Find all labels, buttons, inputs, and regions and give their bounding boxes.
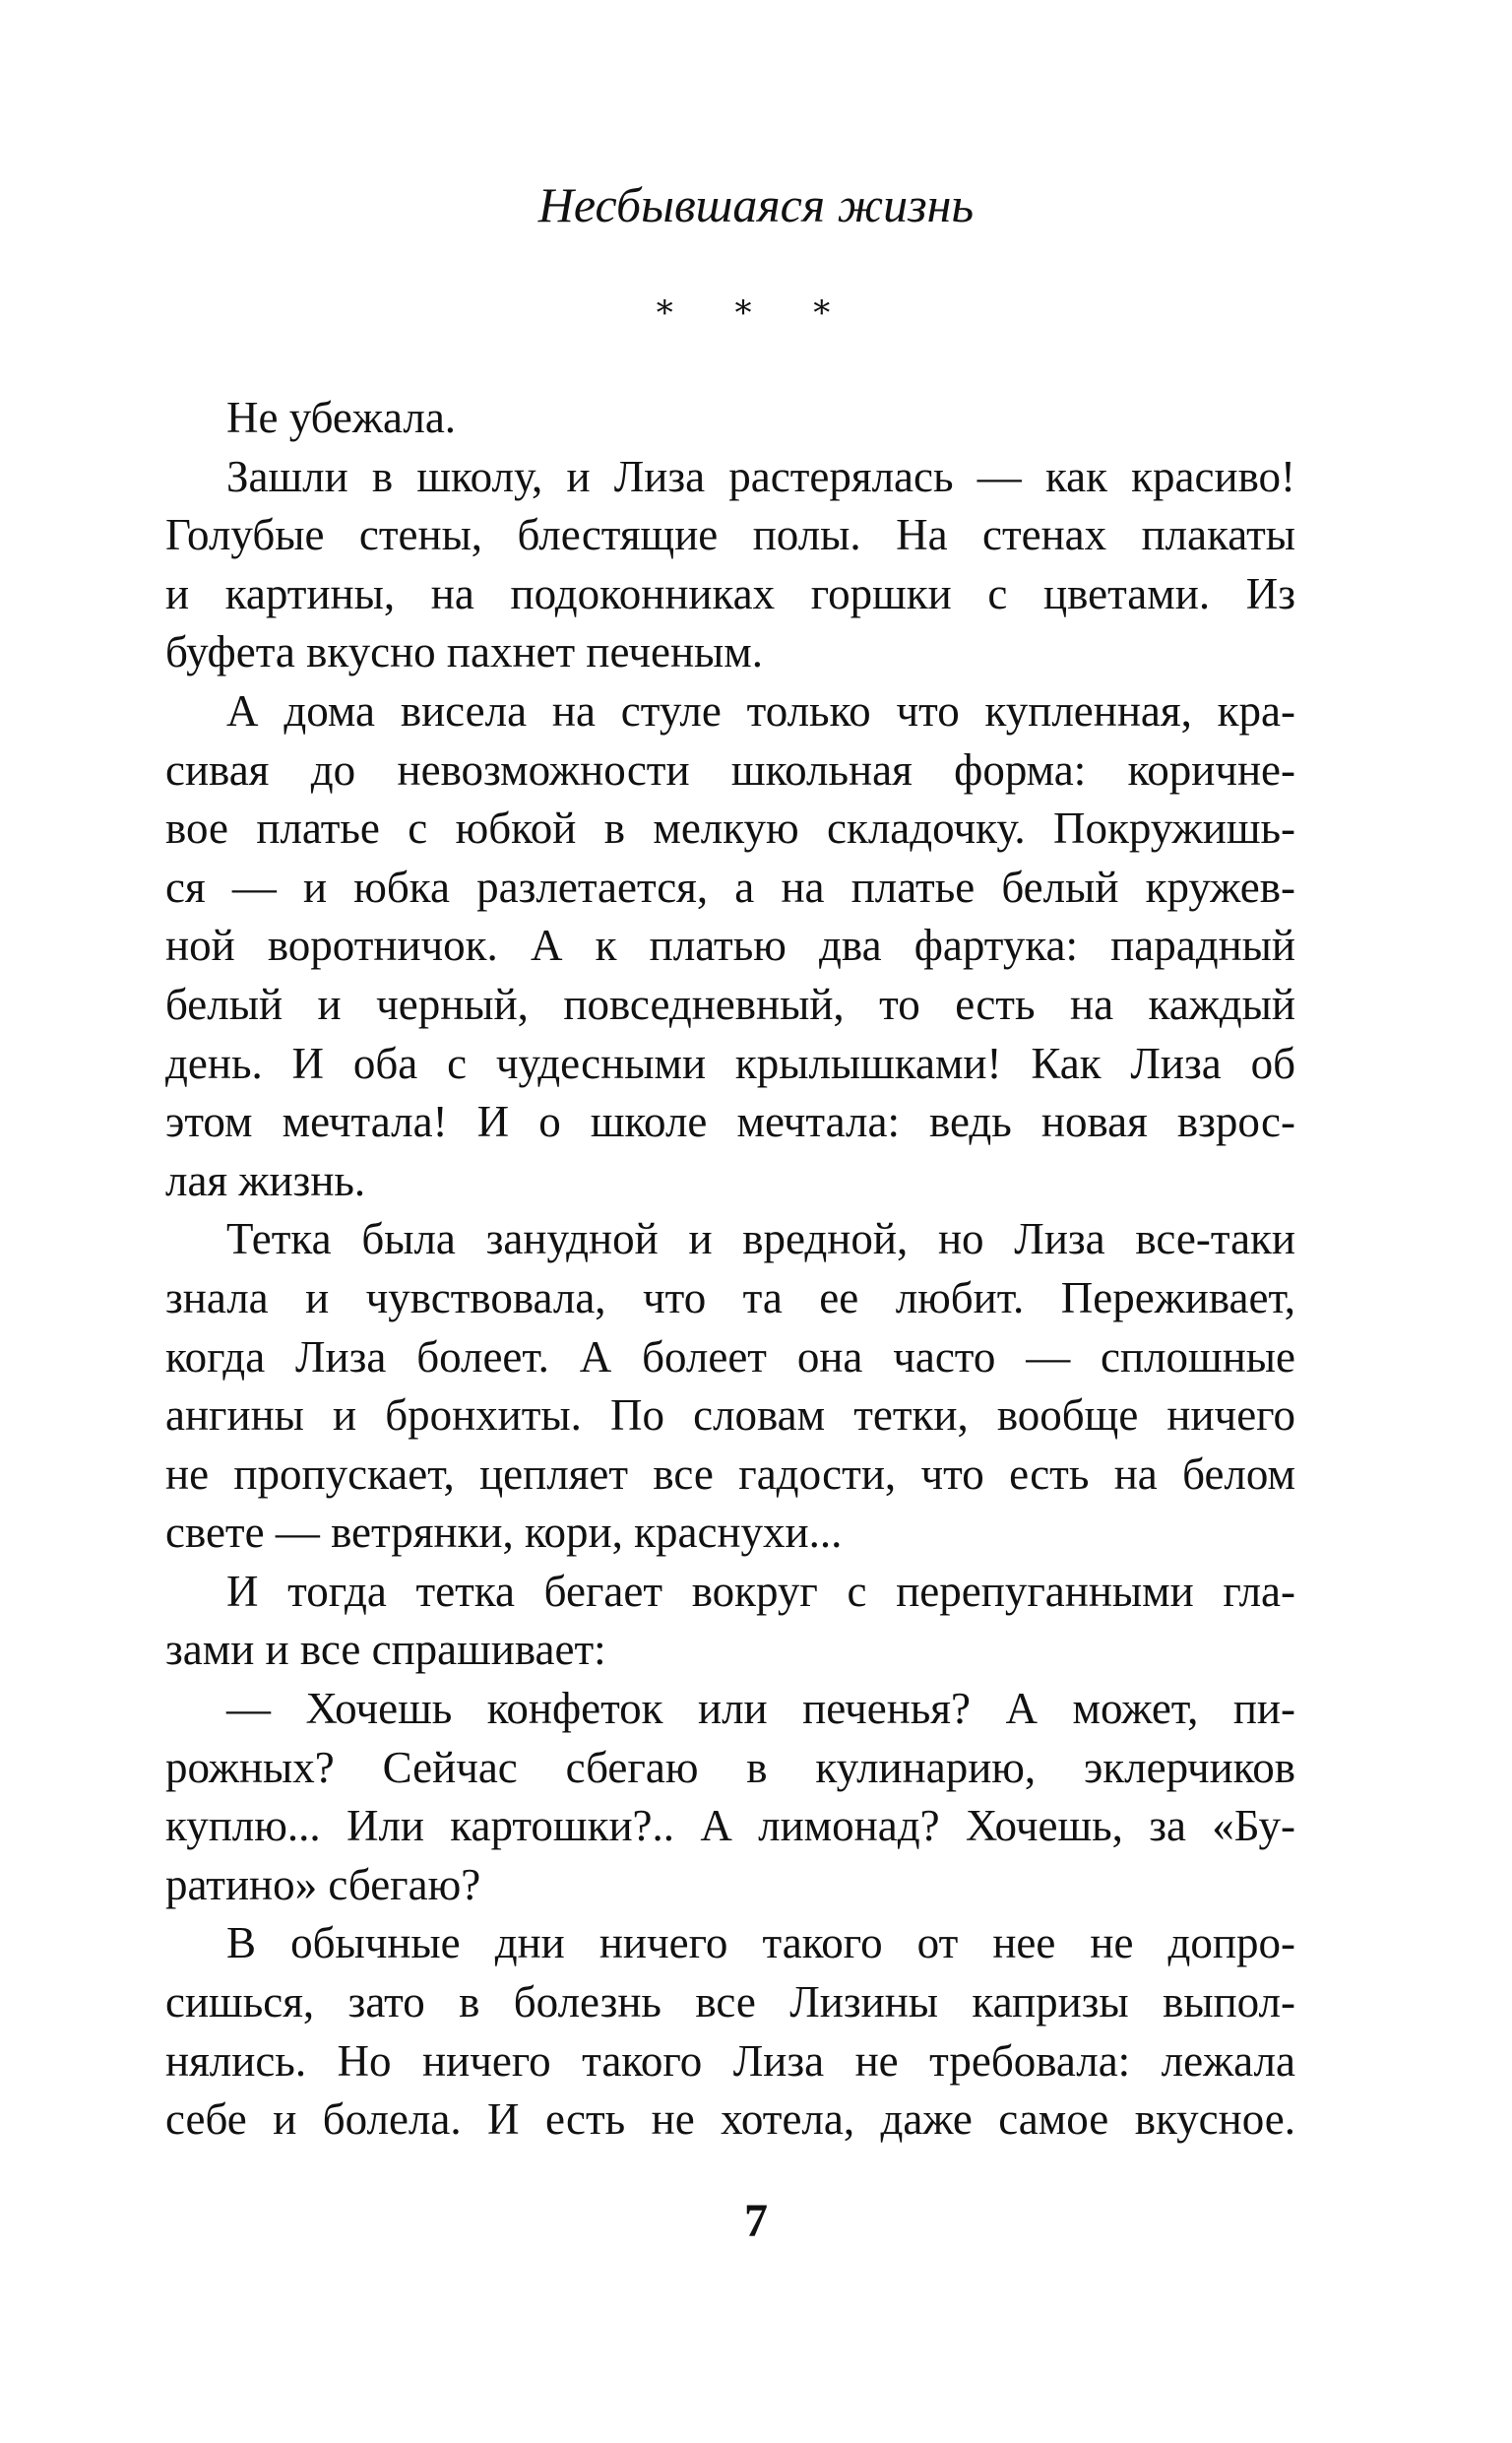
section-break-asterisks: * * * [656,293,856,333]
text-line: буфета вкусно пахнет печеным. [165,627,764,677]
text-line: Тетка была занудной и вредной, но Лиза все-таки [226,1214,1295,1264]
text-line: сивая до невозможности школьная форма: коричне- [165,744,1295,795]
text-line: этом мечтала! И о школе мечтала: ведь новая взрос- [165,1097,1295,1147]
text-line: рожных? Сейчас сбегаю в кулинарию, эклерчиков [165,1742,1295,1792]
text-line: сишься, зато в болезнь все Лизины капризы выпол- [165,1977,1295,2027]
text-line: не пропускает, цепляет все гадости, что есть на белом [165,1448,1295,1499]
text-line: нялись. Но ничего такого Лиза не требовала: лежала [165,2035,1295,2086]
text-line: лая жизнь. [165,1155,366,1205]
text-line: ся — и юбка разлетается, а на платье белый кружев- [165,862,1295,912]
text-line: И тогда тетка бегает вокруг с перепуганными гла- [226,1566,1295,1616]
text-line: Не убежала. [226,393,457,442]
text-line: себе и болела. И есть не хотела, даже самое вкусное. [165,2094,1295,2145]
text-line: когда Лиза болеет. А болеет она часто — сплошные [165,1331,1295,1382]
text-line: Зашли в школу, и Лиза растерялась — как красиво! [226,451,1295,501]
text-line: знала и чувствовала, что та ее любит. Переживает, [165,1272,1295,1322]
text-line: ангины и бронхиты. По словам тетки, вообще ничего [165,1390,1295,1441]
text-line: ратино» сбегаю? [165,1859,481,1909]
text-line: Голубые стены, блестящие полы. На стенах плакаты [165,510,1295,560]
text-line: и картины, на подоконниках горшки с цветами. Из [165,568,1295,618]
page-number: 7 [744,2195,768,2247]
text-line: зами и все спрашивает: [165,1625,606,1675]
text-line: В обычные дни ничего такого от нее не допро- [226,1918,1295,1968]
text-line: свете — ветрянки, кори, краснухи... [165,1508,843,1558]
body-text [165,389,1295,2150]
text-line: белый и черный, повседневный, то есть на каждый [165,979,1295,1029]
text-line: день. И оба с чудесными крылышками! Как Лиза об [165,1038,1295,1088]
text-line: куплю... Или картошки?.. А лимонад? Хочешь, за «Бу- [165,1801,1295,1851]
text-line: — Хочешь конфеток или печенья? А может, пи- [226,1684,1295,1734]
running-head-title: Несбывшаяся жизнь [537,177,975,232]
text-line: вое платье с юбкой в мелкую складочку. Покружишь- [165,804,1295,854]
text-line: ной воротничок. А к платью два фартука: парадный [165,921,1295,971]
text-line: А дома висела на стуле только что купленная, кра- [226,685,1295,736]
